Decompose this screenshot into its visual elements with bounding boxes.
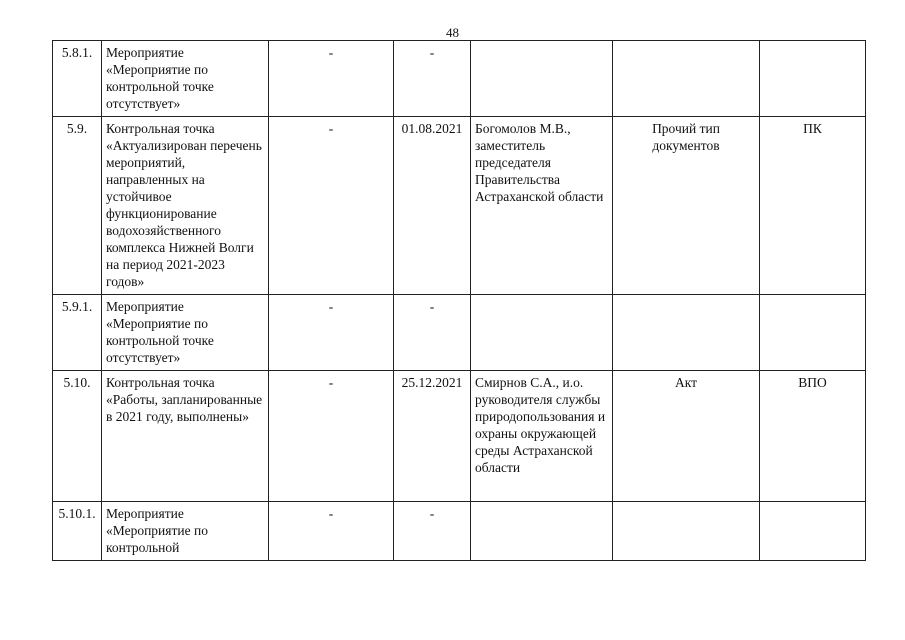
row-start-date: -	[269, 371, 394, 502]
row-number: 5.10.1.	[53, 502, 102, 561]
row-start-date: -	[269, 295, 394, 371]
row-number: 5.9.1.	[53, 295, 102, 371]
row-responsible: Смирнов С.А., и.о. руководителя службы природопользования и охраны окружающей среды Астраханской области	[471, 371, 613, 502]
row-start-date: -	[269, 41, 394, 117]
row-end-date: -	[394, 502, 471, 561]
row-name: Мероприятие «Мероприятие по контрольной точке отсутствует»	[102, 295, 269, 371]
row-name: Мероприятие «Мероприятие по контрольной точке отсутствует»	[102, 41, 269, 117]
row-document-type: Акт	[613, 371, 760, 502]
row-control-level	[760, 295, 866, 371]
row-end-date: -	[394, 41, 471, 117]
row-control-level: ПК	[760, 117, 866, 295]
row-name: Мероприятие «Мероприятие по контрольной	[102, 502, 269, 561]
row-document-type	[613, 502, 760, 561]
row-document-type	[613, 41, 760, 117]
table-row	[53, 117, 866, 295]
row-end-date: 01.08.2021	[394, 117, 471, 295]
row-document-type	[613, 295, 760, 371]
row-number: 5.8.1.	[53, 41, 102, 117]
row-number: 5.9.	[53, 117, 102, 295]
row-end-date: 25.12.2021	[394, 371, 471, 502]
table-row	[53, 295, 866, 371]
row-start-date: -	[269, 117, 394, 295]
row-control-level	[760, 502, 866, 561]
row-responsible	[471, 295, 613, 371]
row-responsible	[471, 41, 613, 117]
table-row	[53, 41, 866, 117]
row-end-date: -	[394, 295, 471, 371]
row-control-level	[760, 41, 866, 117]
row-responsible: Богомолов М.В., заместитель председателя Правительства Астраханской области	[471, 117, 613, 295]
row-responsible	[471, 502, 613, 561]
row-name: Контрольная точка «Актуализирован перечень мероприятий, направленных на устойчивое функционирование водохозяйственного комплекса Нижней Волги на период 2021-2023 годов»	[102, 117, 269, 295]
row-number: 5.10.	[53, 371, 102, 502]
page-number: 48	[446, 25, 459, 40]
row-name: Контрольная точка «Работы, запланированные в 2021 году, выполнены»	[102, 371, 269, 502]
row-control-level: ВПО	[760, 371, 866, 502]
control-points-table	[52, 40, 866, 561]
table-row	[53, 502, 866, 561]
table-row	[53, 371, 866, 502]
row-start-date: -	[269, 502, 394, 561]
row-document-type: Прочий тип документов	[613, 117, 760, 295]
